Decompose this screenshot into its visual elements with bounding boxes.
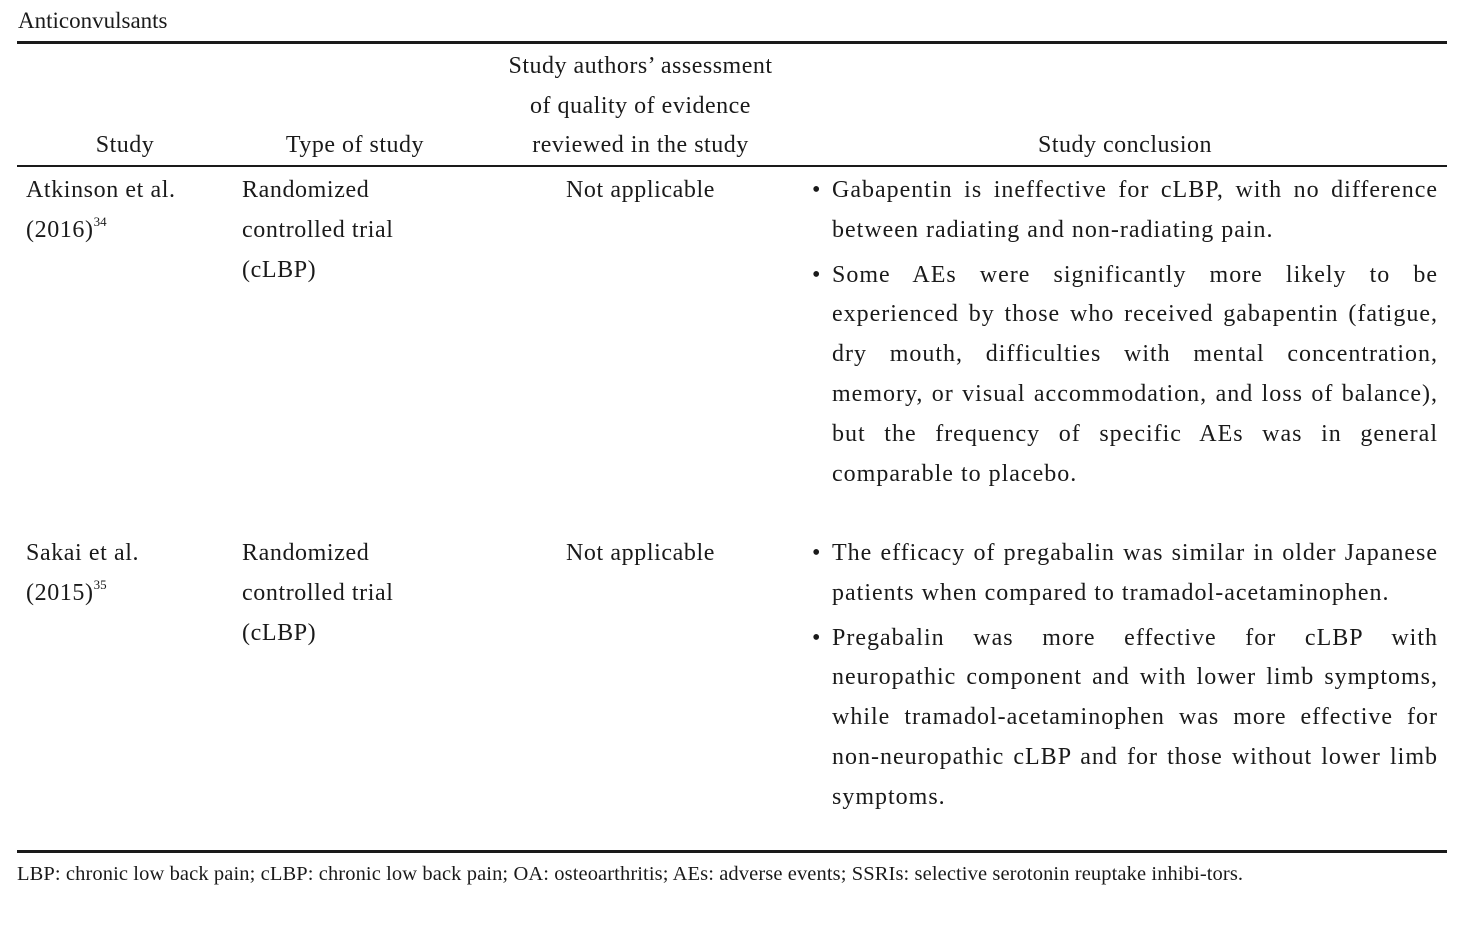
conclusion-list <box>812 171 1438 494</box>
study-type-cell <box>242 171 462 290</box>
conclusion-item <box>812 171 1438 251</box>
study-type-line: Randomized <box>242 177 370 203</box>
bullet-icon: • <box>812 540 822 566</box>
table-caption: Anticonvulsants <box>18 8 168 33</box>
study-name: Atkinson et al. <box>26 177 176 203</box>
conclusion-text: The efficacy of pregabalin was similar in older Japanese patients when compared to tramadol-acetaminophen. <box>832 540 1438 606</box>
conclusion-text: Some AEs were significantly more likely to be experienced by those who received gabapentin (fatigue, dry mouth, difficulties with mental concentration, memory, or visual accommodation, and loss of balance), but the frequency of specific AEs was in general comparable to placebo. <box>832 261 1438 487</box>
column-header-quality-line: of quality of evidence <box>530 92 751 119</box>
study-year-text: (2016) <box>26 216 94 243</box>
quality-cell: Not applicable <box>565 177 715 203</box>
study-year <box>26 211 226 251</box>
conclusion-cell <box>812 171 1438 499</box>
column-header-type: Type of study <box>285 132 425 158</box>
conclusion-list <box>812 534 1438 818</box>
conclusion-item <box>812 619 1438 818</box>
header-rule <box>17 165 1447 167</box>
column-header-conclusion: Study conclusion <box>1038 132 1212 158</box>
quality-cell: Not applicable <box>565 540 715 566</box>
conclusion-text: Pregabalin was more effective for cLBP with neuropathic component and with lower limb symptoms, while tramadol-acetaminophen was more effective for non-neuropathic cLBP and for those without lower limb symptoms. <box>832 624 1438 810</box>
study-year <box>26 574 226 614</box>
bullet-icon: • <box>812 261 822 288</box>
study-type-line: (cLBP) <box>242 256 317 283</box>
reference-number: 35 <box>93 576 107 592</box>
study-year-text: (2015) <box>26 579 94 606</box>
study-type-line: Randomized <box>242 540 370 566</box>
table-footnote: LBP: chronic low back pain; cLBP: chronic low back pain; OA: osteoarthritis; AEs: adverse events; SSRIs: selective serotonin reuptake inhibi-tors. <box>17 863 1244 885</box>
bullet-icon: • <box>812 624 822 651</box>
study-type-line: controlled trial <box>242 579 394 606</box>
study-cell <box>26 171 226 251</box>
study-type-line: (cLBP) <box>242 619 317 646</box>
conclusion-text: Gabapentin is ineffective for cLBP, with no difference between radiating and non-radiating pain. <box>832 177 1438 243</box>
conclusion-item <box>812 534 1438 614</box>
column-header-quality-line: reviewed in the study <box>532 132 749 158</box>
column-header-quality-line: Study authors’ assessment <box>508 53 773 79</box>
conclusion-cell <box>812 534 1438 823</box>
reference-number: 34 <box>93 213 107 229</box>
conclusion-item <box>812 256 1438 495</box>
table-bottom-rule <box>17 850 1447 853</box>
bullet-icon: • <box>812 177 822 203</box>
column-header-study: Study <box>95 132 155 158</box>
study-type-line: controlled trial <box>242 216 394 243</box>
study-type-cell <box>242 534 462 653</box>
study-name: Sakai et al. <box>26 540 140 566</box>
column-header-quality <box>478 47 803 166</box>
study-cell <box>26 534 226 614</box>
table-top-rule <box>17 41 1447 44</box>
